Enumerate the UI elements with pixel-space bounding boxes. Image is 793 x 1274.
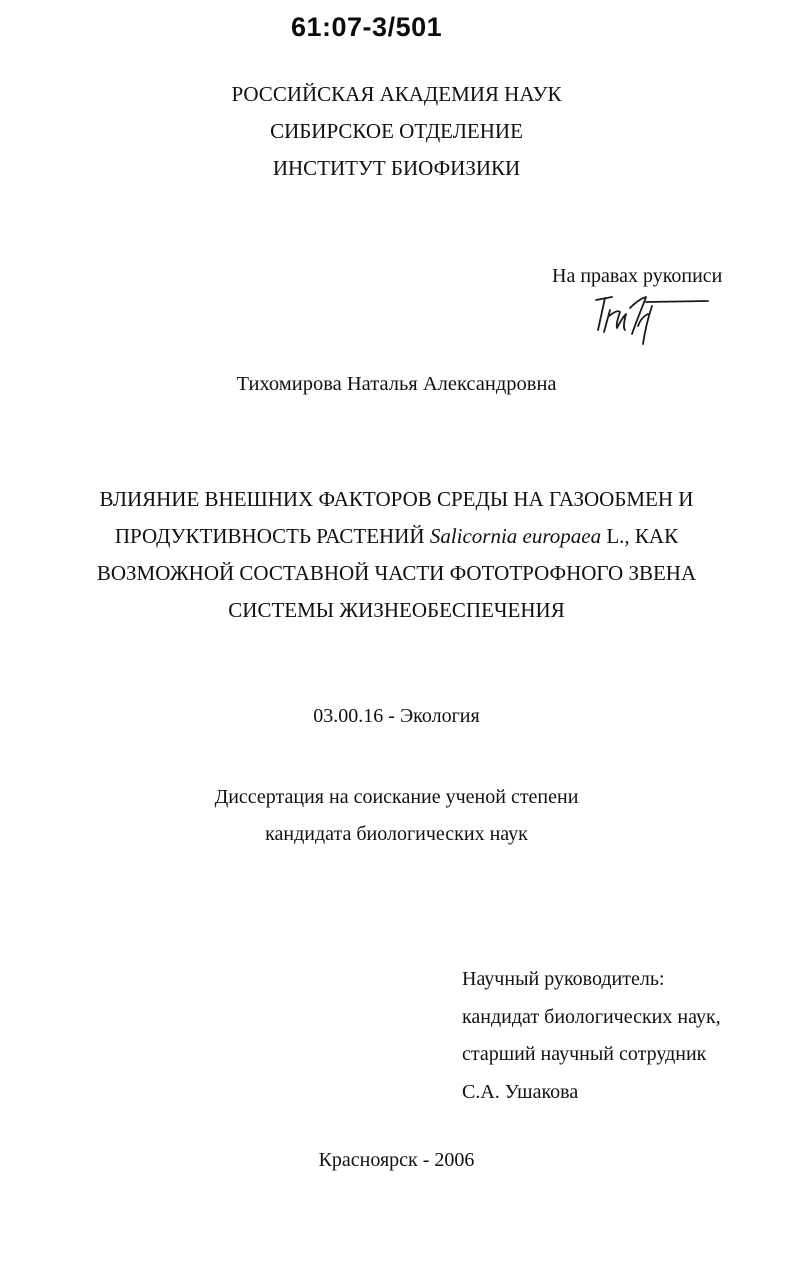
rights-note: На правах рукописи xyxy=(552,265,723,287)
degree-line: кандидата биологических наук xyxy=(265,823,528,845)
specialty-code: 03.00.16 - Экология xyxy=(313,705,480,727)
title-line xyxy=(0,518,793,555)
advisor-position: старший научный сотрудник xyxy=(462,1043,707,1065)
title-line: ВОЗМОЖНОЙ СОСТАВНОЙ ЧАСТИ ФОТОТРОФНОГО ЗВЕНА xyxy=(96,561,697,585)
advisor-degree: кандидат биологических наук, xyxy=(462,1005,721,1028)
title-prefix: ПРОДУКТИВНОСТЬ РАСТЕНИЙ xyxy=(114,524,430,548)
advisor-block xyxy=(462,961,721,1111)
degree-line: Диссертация на соискание ученой степени xyxy=(214,786,579,808)
advisor-name: С.А. Ушакова xyxy=(462,1080,579,1103)
advisor-label: Научный руководитель: xyxy=(462,968,665,990)
organization-block xyxy=(0,76,793,187)
dissertation-title xyxy=(0,481,793,629)
organization-line: РОССИЙСКАЯ АКАДЕМИЯ НАУК xyxy=(231,82,562,106)
title-line: ВЛИЯНИЕ ВНЕШНИХ ФАКТОРОВ СРЕДЫ НА ГАЗООБМЕН И xyxy=(99,487,694,511)
organization-line: ИНСТИТУТ БИОФИЗИКИ xyxy=(272,156,521,180)
handwritten-signature xyxy=(590,288,730,358)
city-year: Красноярск - 2006 xyxy=(318,1149,475,1171)
author-name: Тихомирова Наталья Александровна xyxy=(236,373,557,395)
degree-statement xyxy=(0,779,793,853)
title-suffix: L., КАК xyxy=(601,524,679,548)
species-name: Salicornia europaea xyxy=(429,524,602,548)
archive-stamp: 61:07-3/501 xyxy=(291,12,443,42)
organization-line: СИБИРСКОЕ ОТДЕЛЕНИЕ xyxy=(270,119,523,143)
title-line: СИСТЕМЫ ЖИЗНЕОБЕСПЕЧЕНИЯ xyxy=(228,598,565,622)
